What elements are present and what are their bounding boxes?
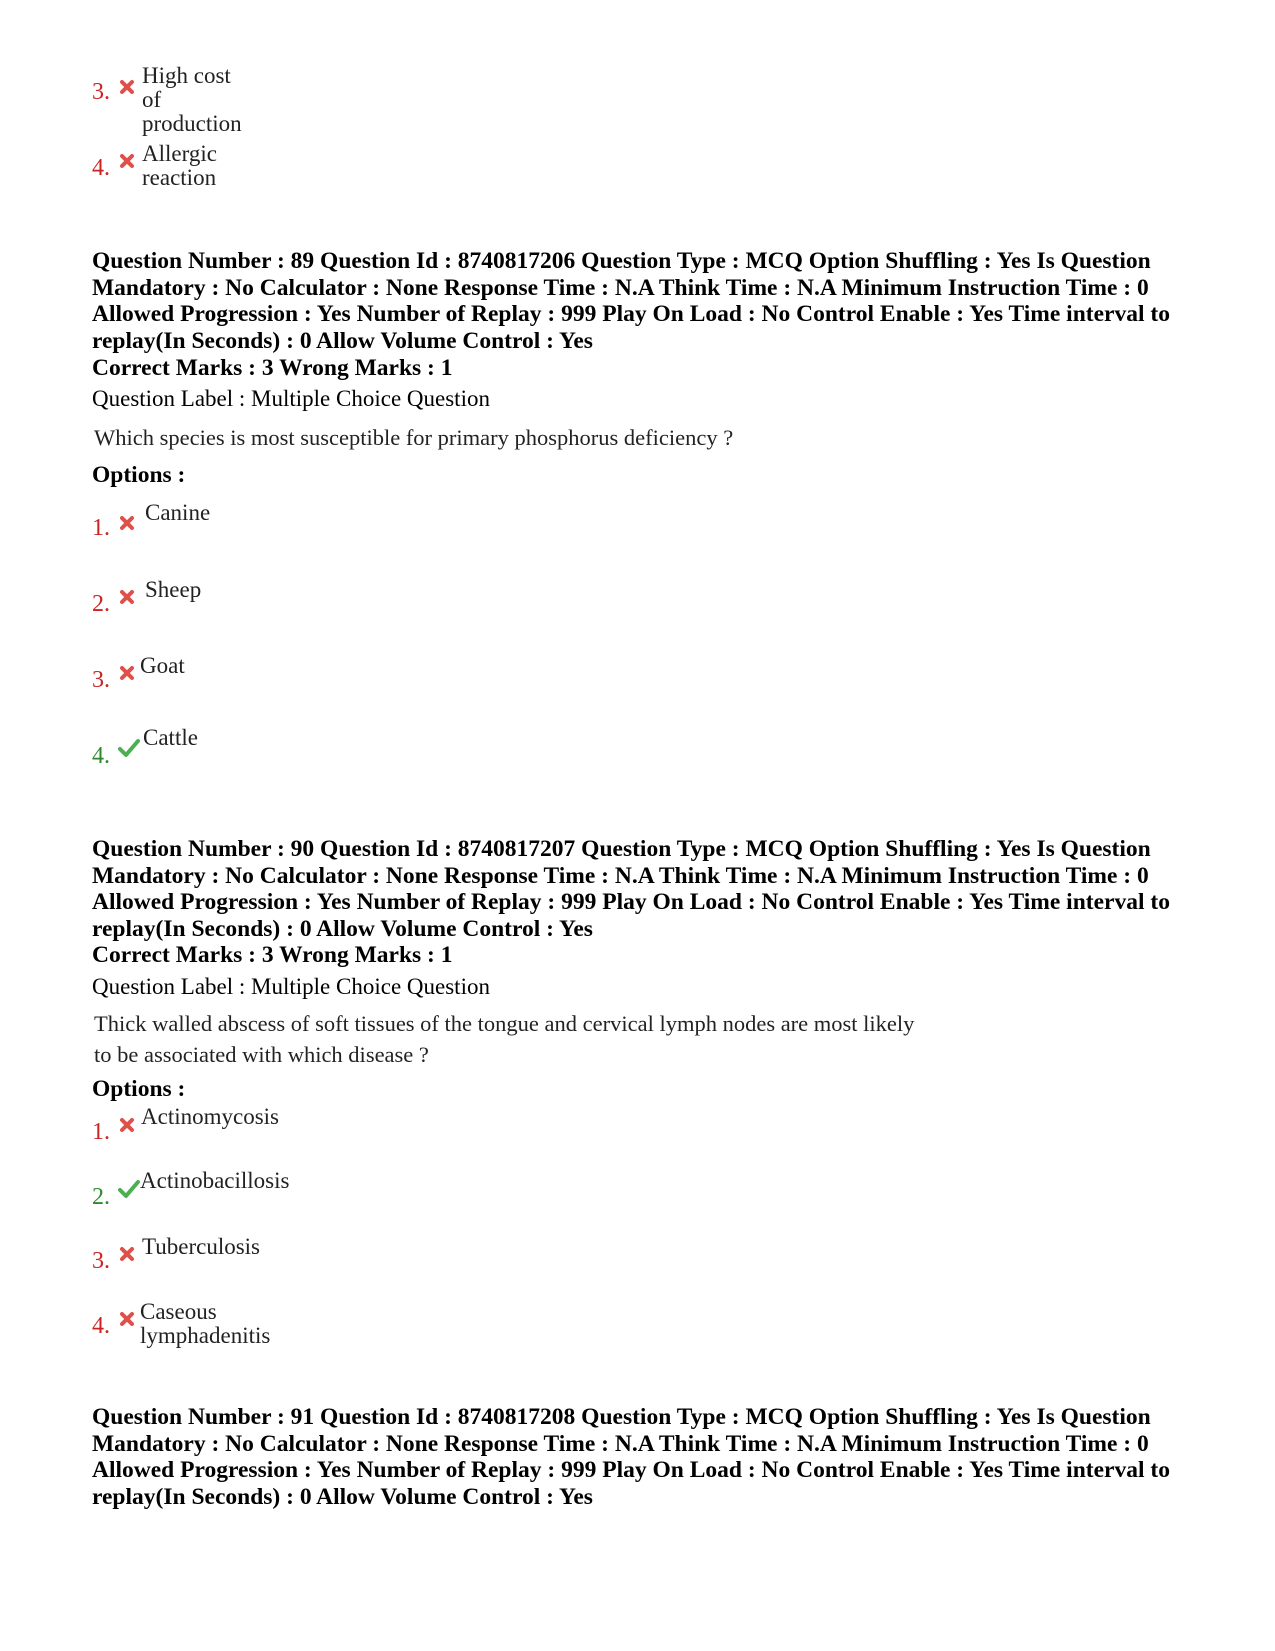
option-text: Actinobacillosis (140, 1168, 290, 1193)
option-text: Goat (140, 653, 185, 678)
options-label: Options : (92, 1076, 186, 1102)
cross-icon (118, 152, 136, 170)
option-number: 1. (92, 515, 110, 541)
option-number: 1. (92, 1119, 110, 1145)
option-text: Sheep (145, 577, 202, 602)
check-icon (118, 738, 140, 758)
option-number: 2. (92, 1184, 110, 1210)
option-text: Caseous lymphadenitis (140, 1299, 271, 1348)
option-text: Cattle (143, 725, 198, 750)
cross-icon (118, 1310, 136, 1328)
cross-icon (118, 664, 136, 682)
question-header: Question Number : 89 Question Id : 8740817206 Question Type : MCQ Option Shuffling : Yes Is Question Mandatory : No Calculator : None Response Time : N.A Think Time : N.A Minimum Instruction Time : 0 Allowed Progression : Yes Number of Replay : 999 Play On Load : No Control Enable : Yes Time interval to replay(In Seconds) : 0 Allow Volume Control : Yes (92, 248, 1170, 354)
option-text: Actinomycosis (141, 1104, 279, 1129)
option-number: 4. (92, 155, 110, 181)
option-number: 2. (92, 591, 110, 617)
cross-icon (118, 1116, 136, 1134)
cross-icon (118, 514, 136, 532)
question-marks: Correct Marks : 3 Wrong Marks : 1 (92, 355, 453, 381)
question-label: Question Label : Multiple Choice Question (92, 974, 490, 999)
question-label: Question Label : Multiple Choice Question (92, 386, 490, 411)
question-header: Question Number : 90 Question Id : 8740817207 Question Type : MCQ Option Shuffling : Yes Is Question Mandatory : No Calculator : None Response Time : N.A Think Time : N.A Minimum Instruction Time : 0 Allowed Progression : Yes Number of Replay : 999 Play On Load : No Control Enable : Yes Time interval to replay(In Seconds) : 0 Allow Volume Control : Yes (92, 836, 1170, 942)
option-text: Canine (145, 500, 211, 525)
cross-icon (118, 78, 136, 96)
option-number: 3. (92, 667, 110, 693)
cross-icon (118, 588, 136, 606)
option-number: 4. (92, 1313, 110, 1339)
cross-icon (118, 1245, 136, 1263)
question-text: Which species is most susceptible for primary phosphorus deficiency ? (94, 425, 734, 450)
option-text: High cost of production (142, 63, 242, 136)
option-number: 3. (92, 1248, 110, 1274)
option-number: 3. (92, 79, 110, 105)
question-text: Thick walled abscess of soft tissues of the tongue and cervical lymph nodes are most likely to be associated with which disease ? (94, 1011, 915, 1067)
option-text: Allergic reaction (142, 141, 217, 190)
question-marks: Correct Marks : 3 Wrong Marks : 1 (92, 942, 453, 968)
check-icon (118, 1179, 140, 1199)
option-number: 4. (92, 743, 110, 769)
options-label: Options : (92, 462, 186, 488)
option-text: Tuberculosis (142, 1234, 260, 1259)
question-header: Question Number : 91 Question Id : 8740817208 Question Type : MCQ Option Shuffling : Yes Is Question Mandatory : No Calculator : None Response Time : N.A Think Time : N.A Minimum Instruction Time : 0 Allowed Progression : Yes Number of Replay : 999 Play On Load : No Control Enable : Yes Time interval to replay(In Seconds) : 0 Allow Volume Control : Yes (92, 1404, 1170, 1510)
